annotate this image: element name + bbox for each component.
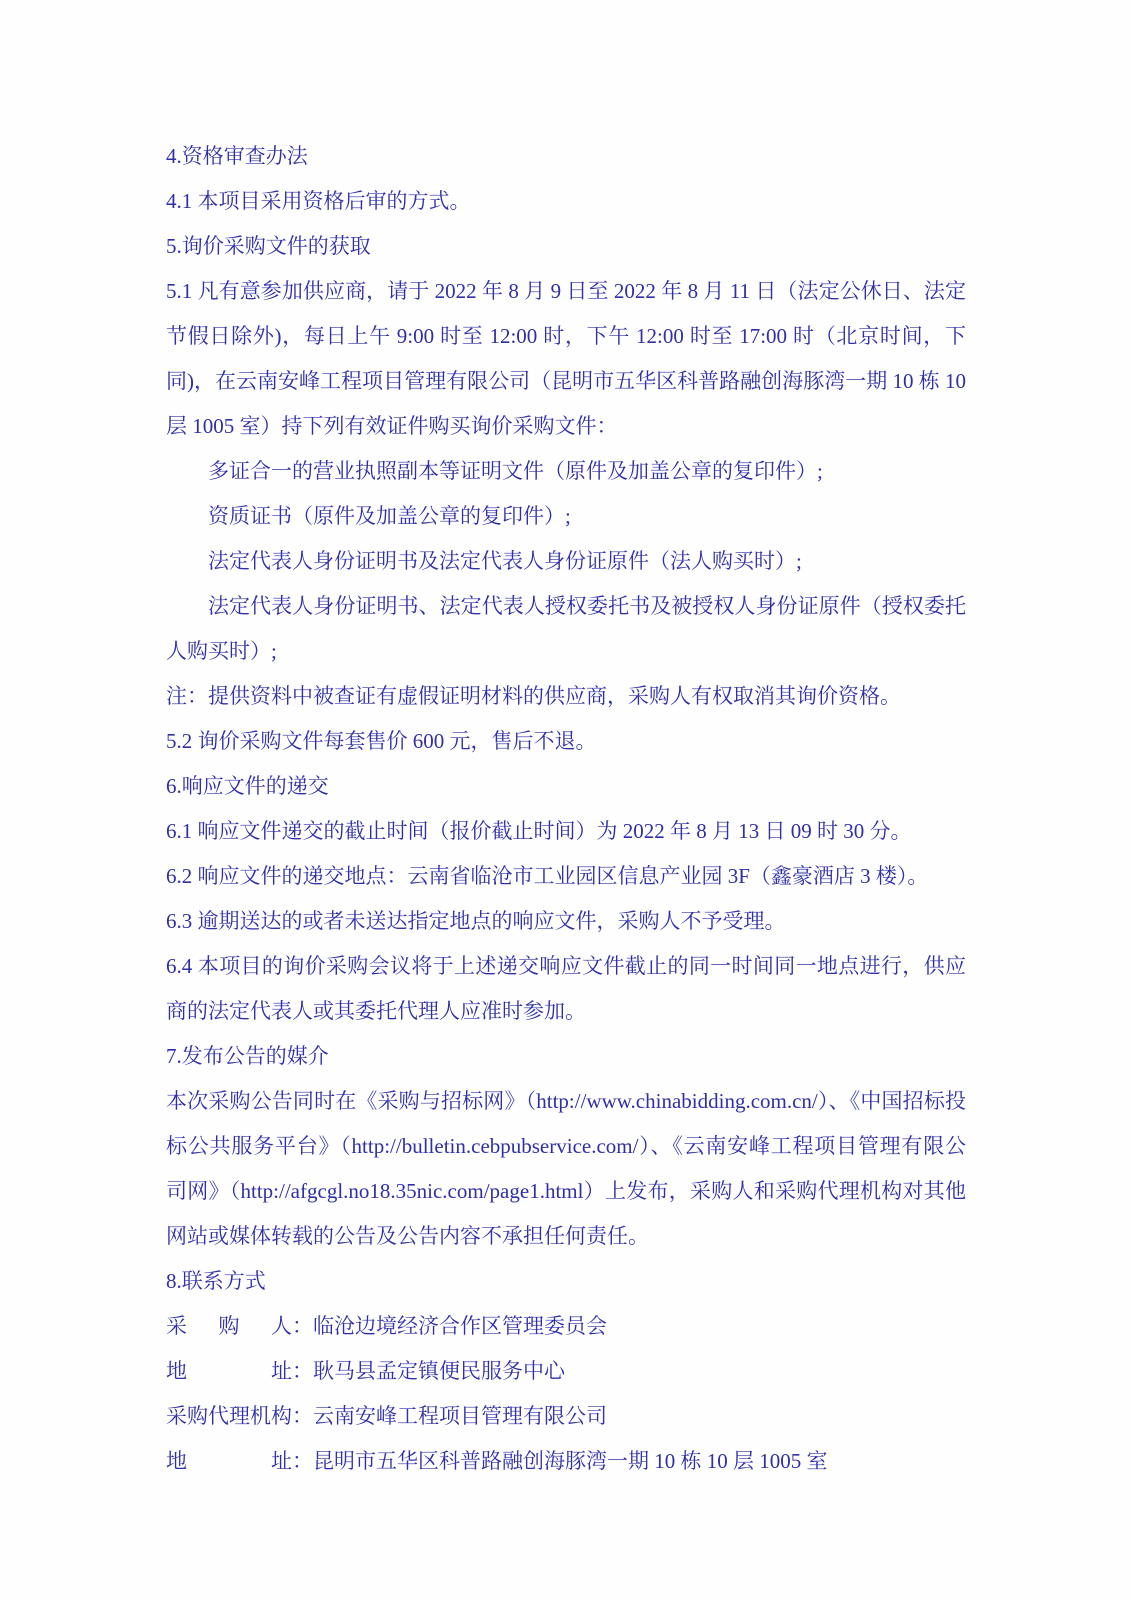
contact-colon: ： — [292, 1314, 313, 1338]
paragraph-5-1: 5.1 凡有意参加供应商，请于 2022 年 8 月 9 日至 2022 年 8 月 11 日（法定公休日、法定节假日除外)，每日上午 9:00 时至 12:00 时，下午 12:00 时至 17:00 时（北京时间，下同)，在云南安峰工程项目管理有限公司（昆明市五华区科普路融创海豚湾一期 10 栋 10 层 1005 室）持下列有效证件购买询价采购文件： — [166, 279, 966, 438]
section-heading-contact-info: 8.联系方式 — [166, 1269, 266, 1293]
certificate-item-authorized-agent: 法定代表人身份证明书、法定代表人授权委托书及被授权人身份证原件（授权委托人购买时）; — [166, 594, 966, 663]
section-heading-qualification-review: 4.资格审查办法 — [166, 144, 308, 168]
contact-value-purchaser-address: 耿马县孟定镇便民服务中心 — [313, 1359, 565, 1383]
certificate-item-business-license: 多证合一的营业执照副本等证明文件（原件及加盖公章的复印件）; — [208, 459, 823, 483]
paragraph-5-2: 5.2 询价采购文件每套售价 600 元，售后不退。 — [166, 729, 597, 753]
certificate-item-legal-representative: 法定代表人身份证明书及法定代表人身份证原件（法人购买时）; — [208, 549, 802, 573]
paragraph-6-1: 6.1 响应文件递交的截止时间（报价截止时间）为 2022 年 8 月 13 日 09 时 30 分。 — [166, 819, 912, 843]
paragraph-4-1: 4.1 本项目采用资格后审的方式。 — [166, 189, 471, 213]
section-heading-document-acquisition: 5.询价采购文件的获取 — [166, 234, 371, 258]
paragraph-announcement-media: 本次采购公告同时在《采购与招标网》（http://www.chinabidding.com.cn/）、《中国招标投标公共服务平台》（http://bulletin.cebpubservice.com/）、《云南安峰工程项目管理有限公司网》（http://afgcgl.no18.35nic.com/page1.html）上发布，采购人和采购代理机构对其他网站或媒体转载的公告及公告内容不承担任何责任。 — [166, 1089, 966, 1248]
contact-label-agency-address: 地址 — [166, 1449, 292, 1473]
paragraph-6-2: 6.2 响应文件的递交地点：云南省临沧市工业园区信息产业园 3F（鑫豪酒店 3 楼）。 — [166, 864, 929, 888]
paragraph-6-3: 6.3 逾期送达的或者未送达指定地点的响应文件，采购人不予受理。 — [166, 909, 786, 933]
contact-colon: ： — [292, 1359, 313, 1383]
contact-value-purchaser: 临沧边境经济合作区管理委员会 — [313, 1314, 607, 1338]
contact-value-agency-address: 昆明市五华区科普路融创海豚湾一期 10 栋 10 层 1005 室 — [313, 1449, 828, 1473]
contact-row-agency-address — [166, 1439, 966, 1484]
section-heading-announcement-media: 7.发布公告的媒介 — [166, 1044, 329, 1068]
contact-row-agency — [166, 1394, 966, 1439]
contact-label-purchaser-address: 地址 — [166, 1359, 292, 1383]
contact-value-agency: 云南安峰工程项目管理有限公司 — [313, 1404, 607, 1428]
certificate-item-qualification: 资质证书（原件及加盖公章的复印件）; — [208, 504, 571, 528]
paragraph-6-4: 6.4 本项目的询价采购会议将于上述递交响应文件截止的同一时间同一地点进行，供应商的法定代表人或其委托代理人应准时参加。 — [166, 954, 966, 1023]
contact-label-purchaser: 采购人 — [166, 1314, 292, 1338]
contact-colon: ： — [292, 1449, 313, 1473]
section-heading-response-submission: 6.响应文件的递交 — [166, 774, 329, 798]
contact-row-purchaser — [166, 1304, 966, 1349]
note-paragraph: 注：提供资料中被查证有虚假证明材料的供应商，采购人有权取消其询价资格。 — [166, 684, 901, 708]
contact-row-purchaser-address — [166, 1349, 966, 1394]
contact-colon: ： — [292, 1404, 313, 1428]
contact-label-agency: 采购代理机构 — [166, 1404, 292, 1428]
